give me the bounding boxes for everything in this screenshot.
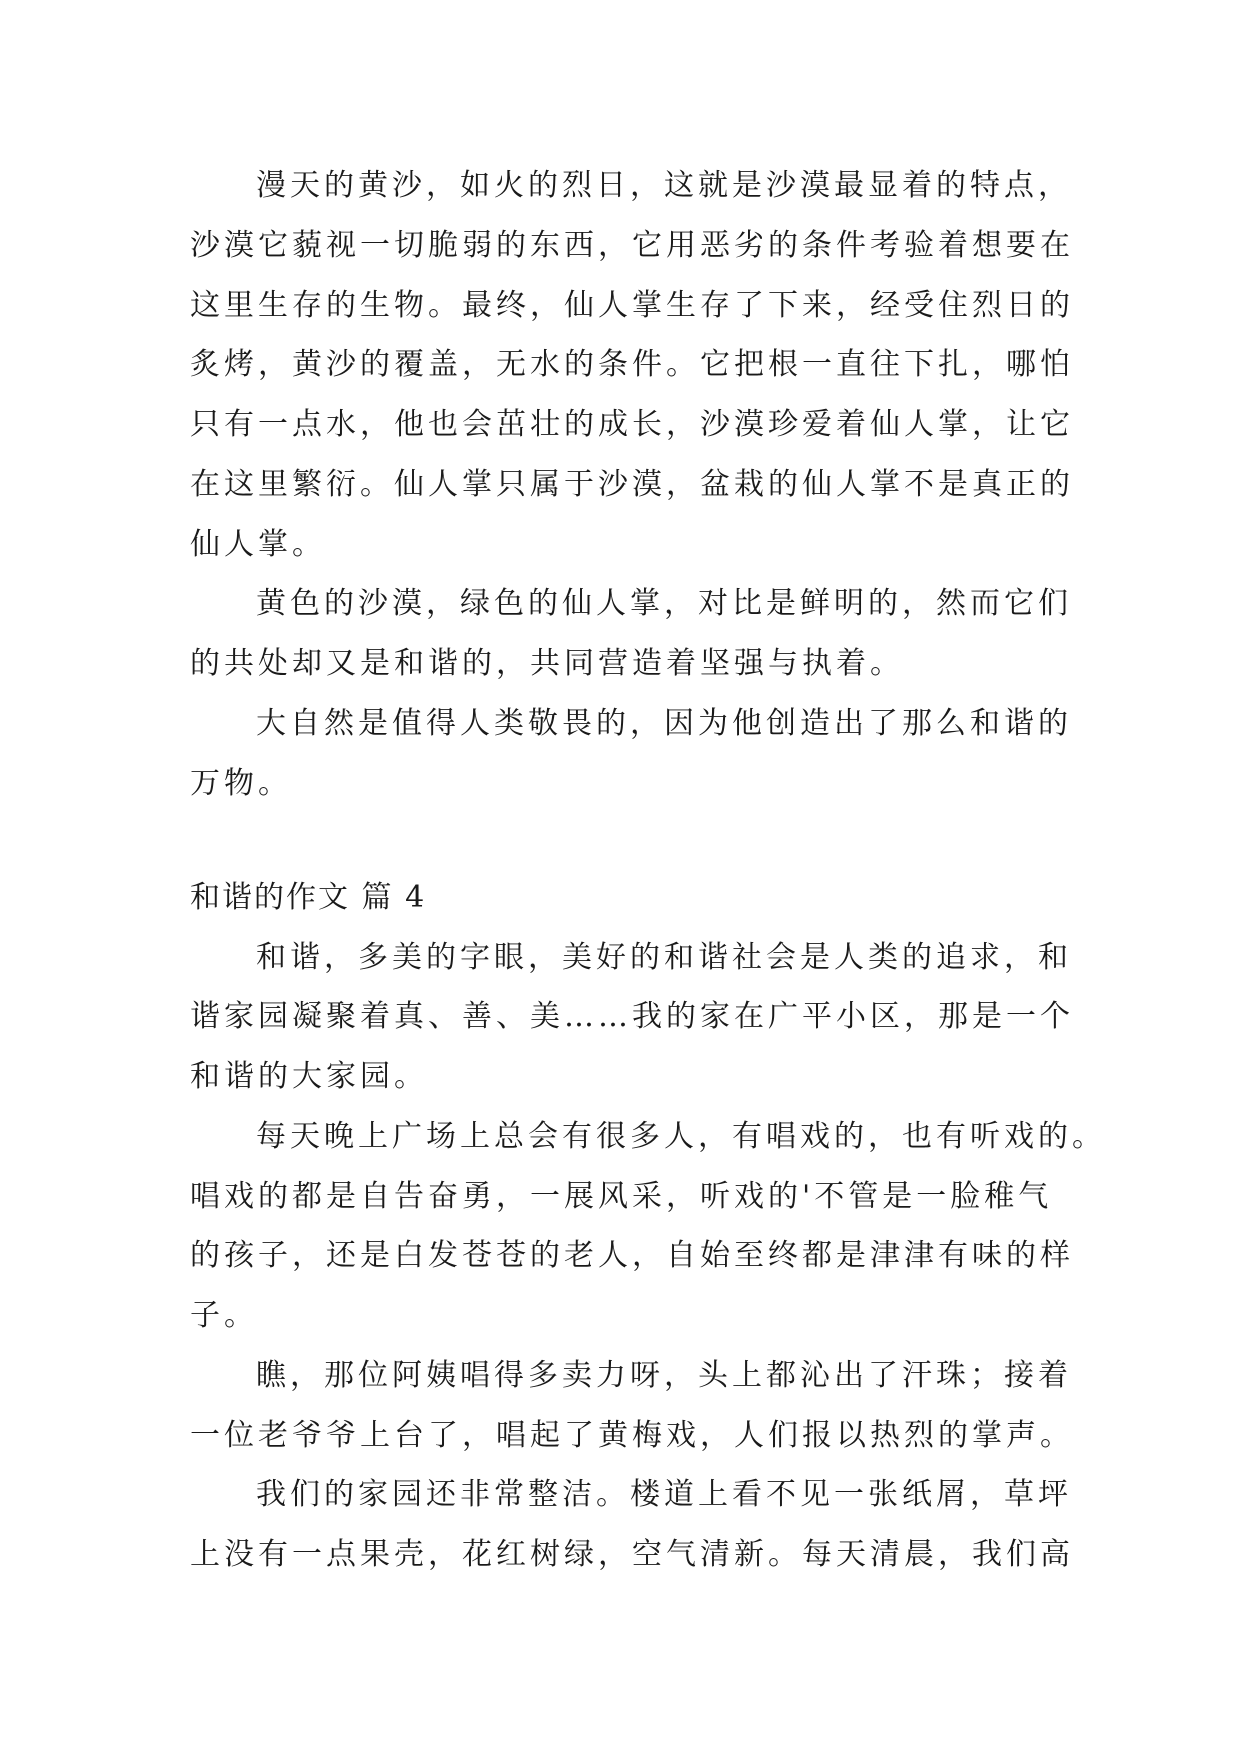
text-line: 万物。 [190,766,292,801]
text-line: 在这里繁衍。仙人掌只属于沙漠，盆栽的仙人掌不是真正的 [190,467,1074,502]
text-line: 这里生存的生物。最终，仙人掌生存了下来，经受住烈日的 [190,288,1074,323]
text-line: 上没有一点果壳，花红树绿，空气清新。每天清晨，我们高 [190,1537,1074,1572]
text-line: 漫天的黄沙，如火的烈日，这就是沙漠最显着的特点， [256,168,1072,203]
text-line: 仙人掌。 [190,527,326,562]
text-line: 谐家园凝聚着真、善、美……我的家在广平小区，那是一个 [190,999,1074,1034]
text-line: 的共处却又是和谐的，共同营造着坚强与执着。 [190,646,904,681]
text-line: 和谐，多美的字眼，美好的和谐社会是人类的追求，和 [256,940,1072,975]
text-line: 炙烤，黄沙的覆盖，无水的条件。它把根一直往下扎，哪怕 [190,347,1074,382]
section-title: 和谐的作文 篇 4 [190,880,427,915]
text-line: 只有一点水，他也会茁壮的成长，沙漠珍爱着仙人掌，让它 [190,407,1074,442]
text-line: 每天晚上广场上总会有很多人，有唱戏的，也有听戏的。 [256,1119,1106,1154]
text-line: 和谐的大家园。 [190,1059,428,1094]
text-line: 唱戏的都是自告奋勇，一展风采，听戏的'不管是一脸稚气 [190,1179,1053,1214]
text-line: 子。 [190,1298,258,1333]
text-line: 大自然是值得人类敬畏的，因为他创造出了那么和谐的 [256,706,1072,741]
text-line: 沙漠它藐视一切脆弱的东西，它用恶劣的条件考验着想要在 [190,228,1074,263]
text-line: 我们的家园还非常整洁。楼道上看不见一张纸屑，草坪 [256,1477,1072,1512]
text-line: 黄色的沙漠，绿色的仙人掌，对比是鲜明的，然而它们 [256,586,1072,621]
text-line: 一位老爷爷上台了，唱起了黄梅戏，人们报以热烈的掌声。 [190,1418,1074,1453]
text-line: 瞧，那位阿姨唱得多卖力呀，头上都沁出了汗珠；接着 [256,1358,1072,1393]
text-line: 的孩子，还是白发苍苍的老人，自始至终都是津津有味的样 [190,1238,1074,1273]
